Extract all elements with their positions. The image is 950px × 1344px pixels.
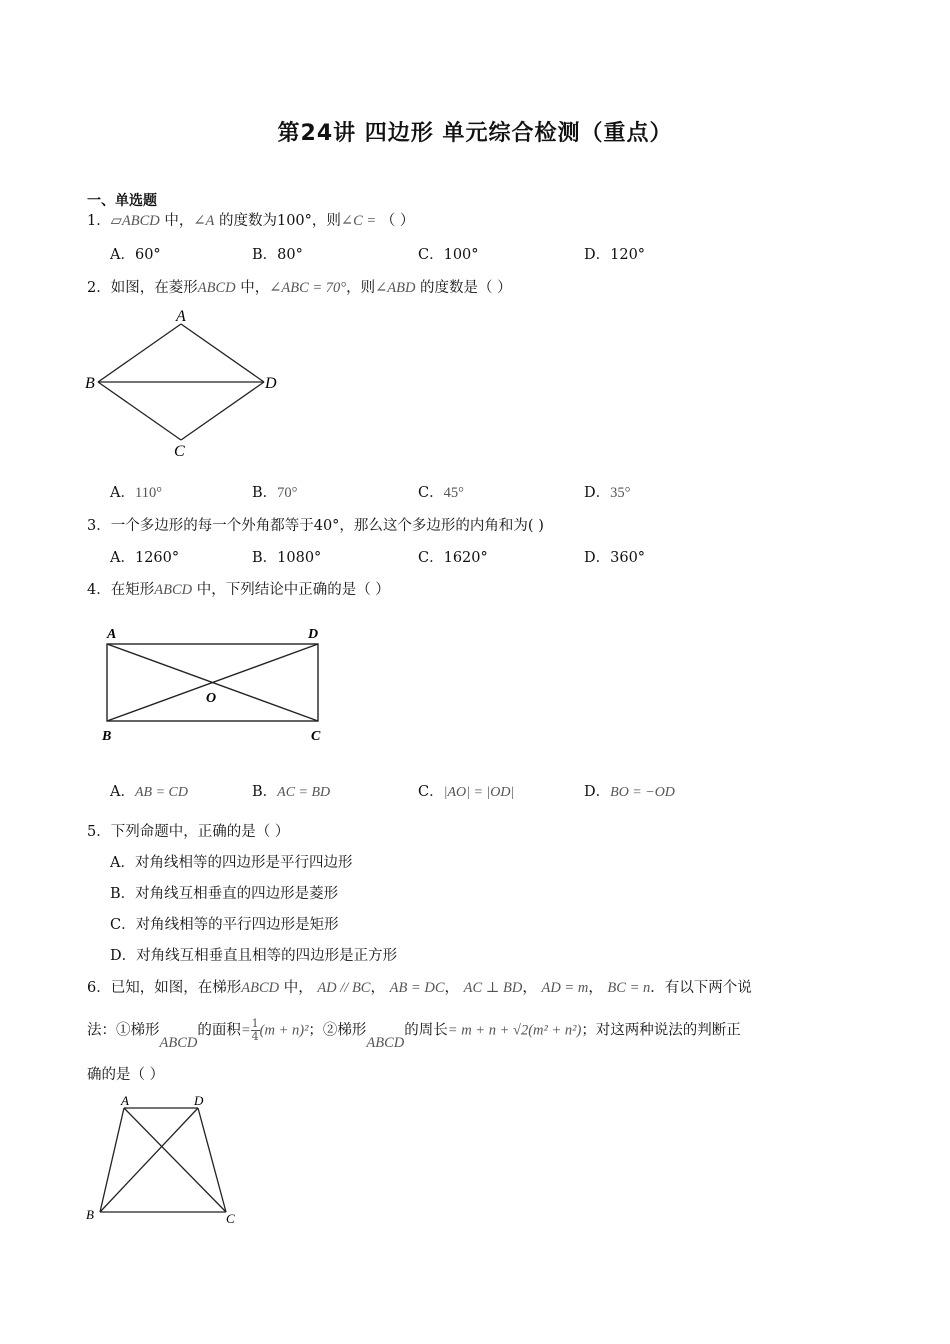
question-6-line-1: 6．已知，如图，在梯形ABCD 中， AD // BC， AB = DC， AC ⊥ BD， AD = m， BC = n．有以下两个说 (87, 980, 752, 996)
q1-option-b[interactable]: B．80° (252, 247, 303, 263)
q3-option-a[interactable]: A．1260° (110, 550, 180, 566)
question-6-line-3: 确的是（ ） (87, 1067, 165, 1083)
vertex-label-d: D (265, 375, 277, 392)
q1-option-a[interactable]: A．60° (110, 247, 161, 263)
q5-option-d[interactable]: D．对角线互相垂直且相等的四边形是正方形 (110, 948, 398, 964)
question-5: 5．下列命题中，正确的是（ ） (87, 824, 290, 840)
page-title: 第24讲 四边形 单元综合检测（重点） (277, 121, 673, 146)
vertex-label-b: B (86, 1207, 94, 1222)
question-3: 3．一个多边形的每一个外角都等于40°，那么这个多边形的内角和为( ) (87, 518, 544, 534)
q1-option-d[interactable]: D．120° (584, 247, 646, 263)
q1-option-c[interactable]: C．100° (418, 247, 479, 263)
vertex-label-a: A (121, 1093, 129, 1108)
q2-option-b[interactable]: B．70° (252, 485, 298, 501)
q4-option-c[interactable]: C．|AO| = |OD| (418, 784, 515, 800)
q3-option-b[interactable]: B．1080° (252, 550, 322, 566)
parallelogram-label: ▱ABCD (110, 213, 160, 229)
q5-option-c[interactable]: C．对角线相等的平行四边形是矩形 (110, 917, 339, 933)
q4-option-d[interactable]: D．BO = −OD (584, 784, 675, 800)
vertex-label-c: C (311, 729, 321, 744)
rectangle-figure (96, 620, 336, 746)
q4-option-a[interactable]: A．AB = CD (110, 784, 188, 800)
q4-option-b[interactable]: B．AC = BD (252, 784, 331, 800)
q2-option-d[interactable]: D．35° (584, 485, 631, 501)
q2-option-a[interactable]: A．110° (110, 485, 162, 501)
vertex-label-a: A (176, 308, 186, 325)
vertex-label-d: D (308, 627, 319, 642)
q3-option-c[interactable]: C．1620° (418, 550, 488, 566)
vertex-label-d: D (194, 1093, 204, 1108)
question-6-line-2: 法：①梯形ABCD的面积= $\frac{1}{4}(m + n)^2$；②梯形ABCD的周长= m + n + √2(m² + n²)；对这两种说法的判断正 (87, 1017, 741, 1051)
question-2: 2．如图，在菱形ABCD 中，∠ABC = 70°，则∠ABD 的度数是（ ） (87, 280, 512, 296)
vertex-label-b: B (85, 375, 95, 392)
vertex-label-c: C (226, 1211, 235, 1226)
question-1: 1．▱ABCD 中，∠A 的度数为100°，则∠C = （ ） (87, 213, 415, 229)
q2-option-c[interactable]: C．45° (418, 485, 464, 501)
rhombus-figure (84, 306, 284, 462)
q5-option-a[interactable]: A．对角线相等的四边形是平行四边形 (110, 855, 353, 871)
vertex-label-b: B (102, 729, 112, 744)
q3-option-d[interactable]: D．360° (584, 550, 646, 566)
q5-option-b[interactable]: B．对角线互相垂直的四边形是菱形 (110, 886, 339, 902)
section-heading: 一、单选题 (87, 193, 157, 209)
trapezoid-figure (84, 1090, 254, 1230)
vertex-label-c: C (174, 443, 185, 460)
fraction-one-quarter: $\frac{1}{4}$ (251, 1017, 259, 1043)
center-label-o: O (206, 691, 217, 706)
question-4: 4．在矩形ABCD 中，下列结论中正确的是（ ） (87, 582, 390, 598)
vertex-label-a: A (107, 627, 117, 642)
